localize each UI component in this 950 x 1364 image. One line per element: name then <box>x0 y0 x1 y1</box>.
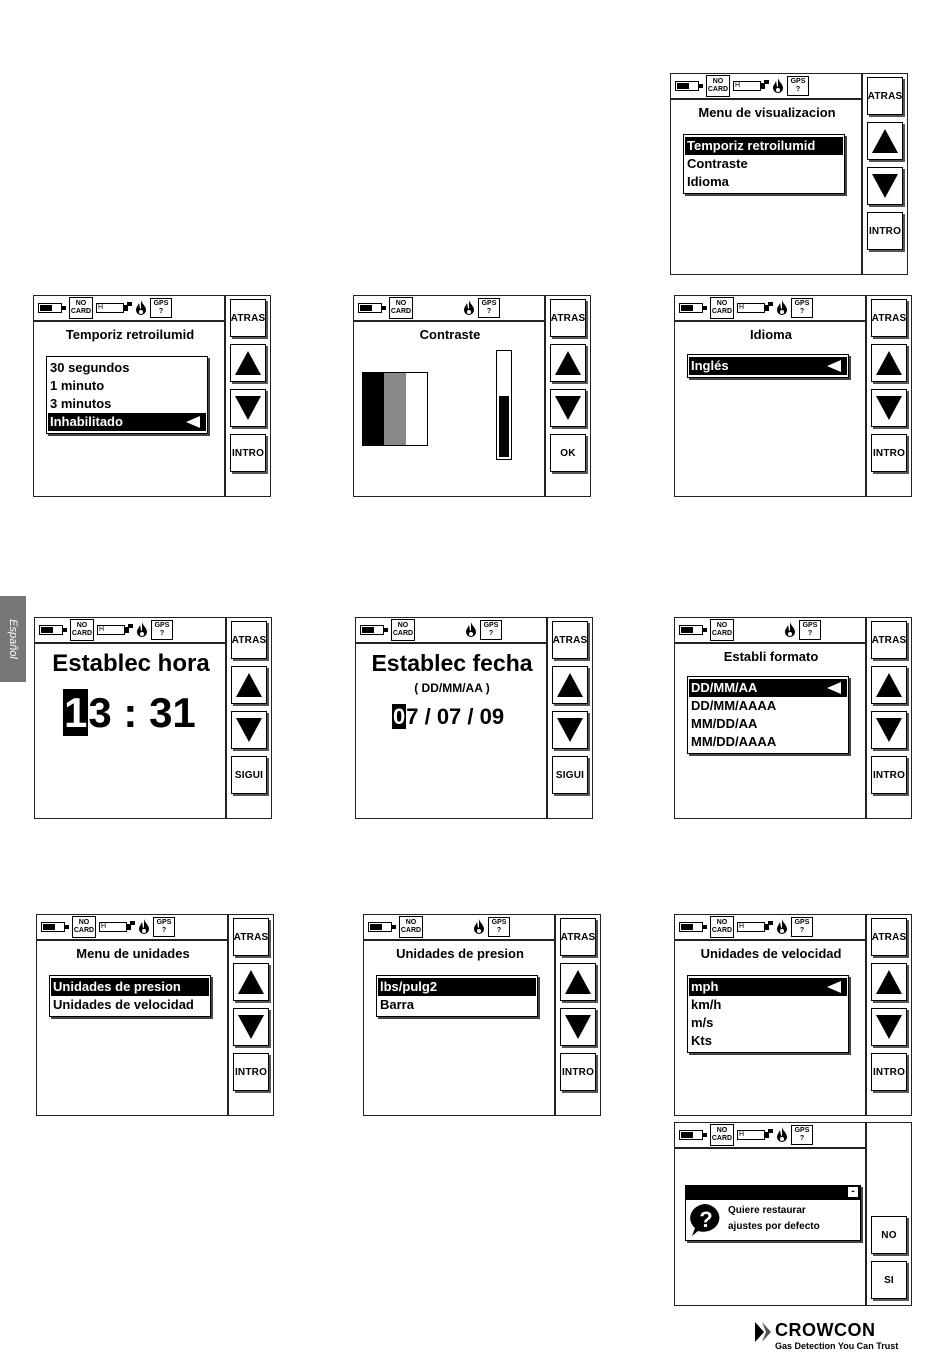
back-button[interactable]: ATRAS <box>233 918 269 956</box>
list-item-label: mph <box>691 979 719 994</box>
enter-button[interactable]: INTRO <box>871 434 907 472</box>
screen-title: Menu de visualizacion <box>698 105 836 120</box>
next-button[interactable]: SIGUI <box>231 756 267 794</box>
screen-title: Establec hora <box>52 650 210 677</box>
screen-units-menu <box>36 914 274 1116</box>
screen-title: Unidades de presion <box>396 946 524 961</box>
no-card-icon: NO CARD <box>706 75 730 97</box>
up-arrow-button[interactable] <box>230 344 266 382</box>
up-triangle-icon <box>556 671 584 699</box>
ok-button[interactable]: OK <box>550 434 586 472</box>
crowcon-logo <box>755 1320 925 1354</box>
battery-icon <box>679 303 707 313</box>
date-rest: 7 / 07 / 09 <box>406 704 505 729</box>
up-triangle-icon <box>235 671 263 699</box>
gps-icon: GPS ? <box>799 620 821 640</box>
flame-icon <box>465 622 477 638</box>
up-arrow-button[interactable] <box>233 963 269 1001</box>
enter-button[interactable]: INTRO <box>867 212 903 250</box>
list-item[interactable] <box>689 697 847 715</box>
screen-title: Menu de unidades <box>76 946 190 961</box>
back-button[interactable]: ATRAS <box>871 621 907 659</box>
list-item-label: km/h <box>691 997 722 1012</box>
status-bar <box>356 618 548 644</box>
up-triangle-icon <box>875 968 903 996</box>
swatch-gray <box>384 373 405 445</box>
flame-icon <box>776 1127 788 1143</box>
gas-cylinder-icon: H <box>737 1129 773 1141</box>
up-arrow-button[interactable] <box>867 122 903 160</box>
battery-icon <box>358 303 386 313</box>
down-arrow-button[interactable] <box>871 389 907 427</box>
list-item[interactable] <box>51 978 209 996</box>
down-arrow-button[interactable] <box>871 711 907 749</box>
list-item-label: 1 minuto <box>50 378 105 393</box>
battery-icon <box>679 1130 707 1140</box>
speed-units-list[interactable] <box>687 975 849 1053</box>
no-card-icon: NO CARD <box>389 297 413 319</box>
enter-button[interactable]: INTRO <box>871 756 907 794</box>
dialog-titlebar <box>686 1186 860 1200</box>
gas-cylinder-icon: H <box>733 80 769 92</box>
list-item-label: Unidades de velocidad <box>53 997 194 1012</box>
back-button[interactable]: ATRAS <box>231 621 267 659</box>
battery-icon <box>675 81 703 91</box>
list-item[interactable] <box>48 395 206 413</box>
screen-contrast <box>353 295 591 497</box>
up-triangle-icon <box>875 671 903 699</box>
list-item[interactable] <box>685 155 843 173</box>
list-item-label: DD/MM/AA <box>691 680 758 695</box>
list-item-label: lbs/pulg2 <box>380 979 438 994</box>
screen-backlight <box>33 295 271 497</box>
date-display[interactable] <box>392 704 504 730</box>
next-button[interactable]: SIGUI <box>552 756 588 794</box>
gas-cylinder-icon: H <box>99 921 135 933</box>
down-triangle-icon <box>234 394 262 422</box>
flame-icon <box>784 622 796 638</box>
battery-icon <box>679 922 707 932</box>
status-bar <box>37 915 229 941</box>
gps-icon: GPS ? <box>150 298 172 318</box>
status-bar <box>354 296 546 322</box>
down-triangle-icon <box>235 716 263 744</box>
selection-arrow-icon <box>827 981 841 993</box>
backlight-options-list[interactable] <box>46 356 208 434</box>
no-card-icon: NO CARD <box>69 297 93 319</box>
list-item-label: Contraste <box>687 156 748 171</box>
enter-button[interactable]: INTRO <box>230 434 266 472</box>
side-tab-label: Español <box>7 619 20 659</box>
back-button[interactable]: ATRAS <box>230 299 266 337</box>
dialog-message-line2: ajustes por defecto <box>728 1221 820 1232</box>
up-arrow-button[interactable] <box>231 666 267 704</box>
time-display[interactable] <box>63 690 196 736</box>
down-arrow-button[interactable] <box>230 389 266 427</box>
list-item[interactable] <box>378 996 536 1014</box>
crowcon-logo-icon <box>755 1322 775 1342</box>
up-arrow-button[interactable] <box>871 344 907 382</box>
gps-icon: GPS ? <box>791 1125 813 1145</box>
time-separator: : <box>123 689 138 736</box>
hour-second-digit: 3 <box>88 689 112 736</box>
down-arrow-button[interactable] <box>233 1008 269 1046</box>
list-item-label: Inhabilitado <box>50 414 123 429</box>
screen-title: Temporiz retroilumid <box>65 327 195 342</box>
gas-cylinder-icon: H <box>97 624 133 636</box>
list-item[interactable] <box>378 978 536 996</box>
down-triangle-icon <box>875 394 903 422</box>
down-triangle-icon <box>875 1013 903 1041</box>
language-list[interactable] <box>687 354 849 378</box>
units-menu-list[interactable] <box>49 975 211 1017</box>
no-card-icon: NO CARD <box>710 1124 734 1146</box>
screen-date-format <box>674 617 912 819</box>
no-card-icon: NO CARD <box>72 916 96 938</box>
down-arrow-button[interactable] <box>560 1008 596 1046</box>
list-item-label: MM/DD/AAAA <box>691 734 777 749</box>
gas-cylinder-icon: H <box>737 302 773 314</box>
up-arrow-button[interactable] <box>560 963 596 1001</box>
status-bar <box>671 74 863 100</box>
battery-icon <box>41 922 69 932</box>
screen-title: Contraste <box>419 327 481 342</box>
logo-name: CROWCON <box>775 1320 876 1340</box>
battery-icon <box>39 625 67 635</box>
up-triangle-icon <box>554 349 582 377</box>
list-item[interactable] <box>689 679 847 697</box>
status-bar <box>675 1123 867 1149</box>
list-item[interactable] <box>689 996 847 1014</box>
selection-arrow-icon <box>827 360 841 372</box>
battery-icon <box>679 625 707 635</box>
gps-icon: GPS ? <box>787 76 809 96</box>
list-item-label: 3 minutos <box>50 396 112 411</box>
down-triangle-icon <box>556 716 584 744</box>
display-menu-list[interactable] <box>683 134 845 194</box>
status-bar <box>34 296 226 322</box>
up-triangle-icon <box>234 349 262 377</box>
selection-arrow-icon <box>827 682 841 694</box>
contrast-level-fill <box>499 396 509 457</box>
language-side-tab <box>0 596 26 682</box>
screen-restore-defaults <box>674 1122 912 1306</box>
list-item[interactable] <box>689 733 847 751</box>
confirm-dialog <box>685 1185 861 1241</box>
down-triangle-icon <box>237 1013 265 1041</box>
screen-title: Idioma <box>750 327 792 342</box>
screen-title: Establec fecha <box>371 650 533 676</box>
status-bar <box>35 618 227 644</box>
back-button[interactable]: ATRAS <box>867 77 903 115</box>
enter-button[interactable]: INTRO <box>560 1053 596 1091</box>
logo-tagline: Gas Detection You Can Trust <box>775 1341 899 1351</box>
screen-title: Unidades de velocidad <box>700 946 842 961</box>
screen-set-time <box>34 617 272 819</box>
list-item-label: Temporiz retroilumid <box>687 138 816 153</box>
list-item-label: Idioma <box>687 174 729 189</box>
battery-icon <box>360 625 388 635</box>
screen-pressure-units <box>363 914 601 1116</box>
list-item[interactable] <box>48 377 206 395</box>
battery-icon <box>38 303 66 313</box>
list-item[interactable] <box>689 715 847 733</box>
list-item[interactable] <box>685 173 843 191</box>
gps-icon: GPS ? <box>151 620 173 640</box>
battery-icon <box>368 922 396 932</box>
up-arrow-button[interactable] <box>552 666 588 704</box>
list-item[interactable] <box>685 137 843 155</box>
up-arrow-button[interactable] <box>550 344 586 382</box>
no-card-icon: NO CARD <box>391 619 415 641</box>
list-item-label: Kts <box>691 1033 712 1048</box>
flame-icon <box>772 78 784 94</box>
question-icon <box>688 1202 724 1238</box>
up-triangle-icon <box>237 968 265 996</box>
back-button[interactable]: ATRAS <box>550 299 586 337</box>
no-card-icon: NO CARD <box>710 297 734 319</box>
down-triangle-icon <box>554 394 582 422</box>
list-item[interactable] <box>689 357 847 375</box>
flame-icon <box>136 622 148 638</box>
list-item-label: Inglés <box>691 358 729 373</box>
status-bar <box>675 296 867 322</box>
hour-first-digit[interactable]: 1 <box>64 689 88 736</box>
gps-icon: GPS ? <box>488 917 510 937</box>
minutes: 31 <box>149 689 196 736</box>
status-bar <box>364 915 556 941</box>
no-button[interactable]: NO <box>871 1216 907 1254</box>
date-format-hint: ( DD/MM/AA ) <box>414 681 490 695</box>
gps-icon: GPS ? <box>153 917 175 937</box>
gas-cylinder-icon: H <box>96 302 132 314</box>
down-arrow-button[interactable] <box>552 711 588 749</box>
yes-button[interactable]: SI <box>871 1261 907 1299</box>
list-item[interactable] <box>48 413 206 431</box>
back-button[interactable]: ATRAS <box>871 299 907 337</box>
screen-display-menu <box>670 73 908 275</box>
down-triangle-icon <box>871 172 899 200</box>
back-button[interactable]: ATRAS <box>871 918 907 956</box>
up-arrow-button[interactable] <box>871 963 907 1001</box>
back-button[interactable]: ATRAS <box>552 621 588 659</box>
no-card-icon: NO CARD <box>399 916 423 938</box>
screen-title: Establi formato <box>723 649 819 664</box>
back-button[interactable]: ATRAS <box>560 918 596 956</box>
swatch-black <box>363 373 384 445</box>
gps-icon: GPS ? <box>791 298 813 318</box>
list-item-label: MM/DD/AA <box>691 716 758 731</box>
up-triangle-icon <box>875 349 903 377</box>
list-item-label: Unidades de presion <box>53 979 181 994</box>
flame-icon <box>776 919 788 935</box>
down-arrow-button[interactable] <box>550 389 586 427</box>
down-arrow-button[interactable] <box>867 167 903 205</box>
swatch-white <box>406 373 427 445</box>
list-item[interactable] <box>689 1032 847 1050</box>
down-triangle-icon <box>564 1013 592 1041</box>
gps-icon: GPS ? <box>478 298 500 318</box>
minimize-icon: - <box>848 1187 858 1197</box>
down-arrow-button[interactable] <box>231 711 267 749</box>
enter-button[interactable]: INTRO <box>233 1053 269 1091</box>
no-card-icon: NO CARD <box>710 916 734 938</box>
pressure-units-list[interactable] <box>376 975 538 1017</box>
screen-set-date <box>355 617 593 819</box>
dialog-message-line1: Quiere restaurar <box>728 1205 806 1216</box>
flame-icon <box>473 919 485 935</box>
list-item-label: Barra <box>380 997 414 1012</box>
flame-icon <box>776 300 788 316</box>
no-card-icon: NO CARD <box>70 619 94 641</box>
svg-text:?: ? <box>699 1207 713 1232</box>
list-item-label: DD/MM/AAAA <box>691 698 777 713</box>
flame-icon <box>463 300 475 316</box>
list-item-label: 30 segundos <box>50 360 130 375</box>
down-arrow-button[interactable] <box>871 1008 907 1046</box>
gas-cylinder-icon: H <box>737 921 773 933</box>
screen-speed-units <box>674 914 912 1116</box>
down-triangle-icon <box>875 716 903 744</box>
list-item[interactable] <box>48 359 206 377</box>
gps-icon: GPS ? <box>791 917 813 937</box>
list-item[interactable] <box>689 978 847 996</box>
status-bar <box>675 618 867 644</box>
up-arrow-button[interactable] <box>871 666 907 704</box>
flame-icon <box>138 919 150 935</box>
day-first-digit[interactable]: 0 <box>393 704 406 729</box>
contrast-swatches <box>362 372 428 446</box>
gps-icon: GPS ? <box>480 620 502 640</box>
up-triangle-icon <box>871 127 899 155</box>
date-format-list[interactable] <box>687 676 849 754</box>
up-triangle-icon <box>564 968 592 996</box>
status-bar <box>675 915 867 941</box>
flame-icon <box>135 300 147 316</box>
screen-language <box>674 295 912 497</box>
enter-button[interactable]: INTRO <box>871 1053 907 1091</box>
list-item[interactable] <box>689 1014 847 1032</box>
list-item-label: m/s <box>691 1015 714 1030</box>
list-item[interactable] <box>51 996 209 1014</box>
selection-arrow-icon <box>186 416 200 428</box>
contrast-level-bar[interactable] <box>496 350 512 460</box>
no-card-icon: NO CARD <box>710 619 734 641</box>
